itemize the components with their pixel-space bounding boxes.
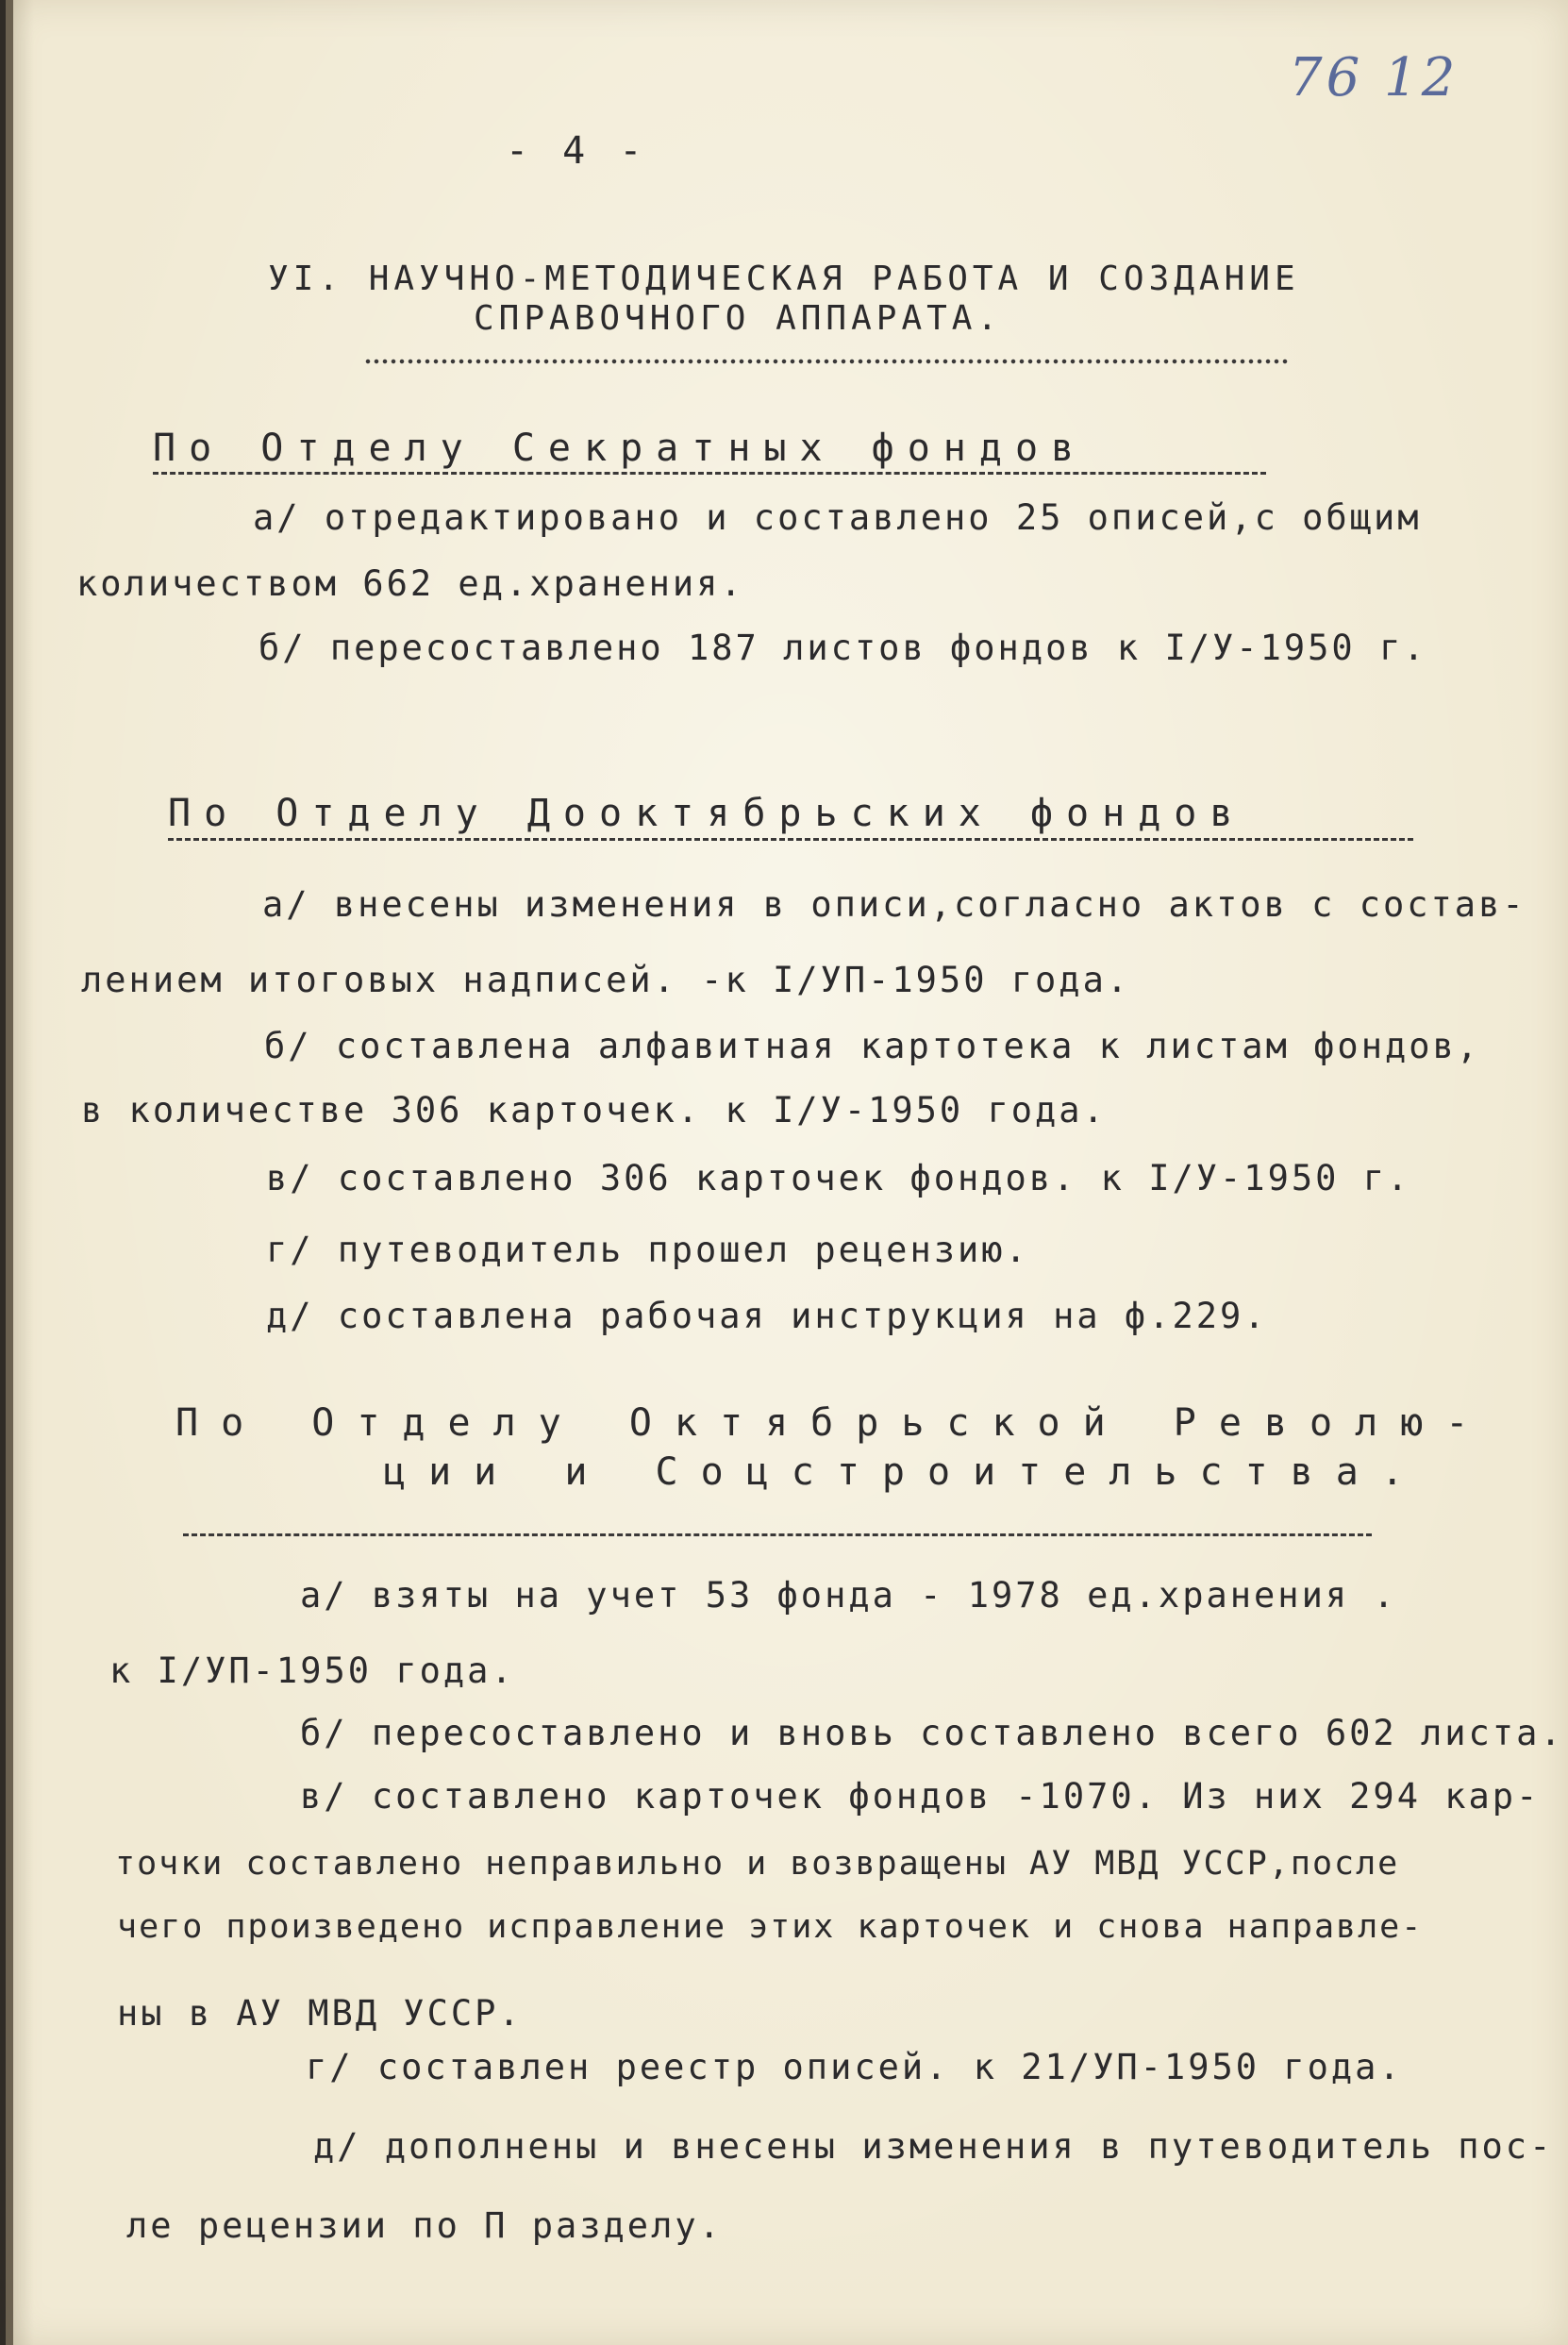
section-title-underline bbox=[183, 1533, 1372, 1536]
section-3-line-g: г/ составлен реестр описей. к 21/УП-1950 года. bbox=[306, 2047, 1403, 2087]
heading-underline bbox=[364, 359, 1289, 364]
section-1-line-a: а/ отредактировано и составлено 25 описей,с общим bbox=[253, 497, 1422, 538]
section-3-line-d-cont: ле рецензии по П разделу. bbox=[126, 2205, 723, 2246]
section-2-line-b: б/ составлена алфавитная картотека к листам фондов, bbox=[264, 1026, 1481, 1066]
section-3-line-a: а/ взяты на учет 53 фонда - 1978 ед.хранения . bbox=[300, 1575, 1397, 1616]
section-title-underline bbox=[168, 838, 1413, 841]
section-2-line-a: а/ внесены изменения в описи,согласно актов с состав- bbox=[262, 884, 1526, 925]
section-3-line-a-cont: к І/УП-1950 года. bbox=[109, 1650, 515, 1691]
section-title-october-revolution-line-2: ции и Соцстроительства. bbox=[383, 1450, 1426, 1494]
section-3-line-v-cont-3: ны в АУ МВД УССР. bbox=[117, 1993, 523, 2034]
section-2-line-d: д/ составлена рабочая инструкция на ф.229. bbox=[266, 1296, 1268, 1336]
section-3-line-v-cont-2: чего произведено исправление этих карточек и снова направле- bbox=[117, 1908, 1424, 1946]
handwritten-page-annotation: 76 12 bbox=[1289, 47, 1460, 109]
section-3-line-v-cont-1: точки составлено неправильно и возвращены АУ МВД УССР,после bbox=[115, 1845, 1400, 1883]
section-2-line-g: г/ путеводитель прошел рецензию. bbox=[266, 1230, 1029, 1270]
section-title-underline bbox=[153, 472, 1266, 475]
section-2-line-b-cont: в количестве 306 карточек. к І/У-1950 года. bbox=[81, 1090, 1107, 1131]
document-page bbox=[6, 0, 1568, 2345]
section-3-line-v: в/ составлено карточек фондов -1070. Из них 294 кар- bbox=[300, 1776, 1541, 1817]
section-3-line-b: б/ пересоставлено и вновь составлено всего 602 листа. bbox=[300, 1713, 1564, 1753]
section-2-line-a-cont: лением итоговых надписей. -к І/УП-1950 года. bbox=[81, 960, 1131, 1000]
page-number: - 4 - bbox=[506, 129, 648, 173]
section-1-line-a-cont: количеством 662 ед.хранения. bbox=[76, 563, 744, 604]
heading-line-2: СПРАВОЧНОГО АППАРАТА. bbox=[474, 299, 1003, 338]
section-3-line-d: д/ дополнены и внесены изменения в путеводитель пос- bbox=[313, 2126, 1554, 2167]
heading-line-1: УІ. НАУЧНО-МЕТОДИЧЕСКАЯ РАБОТА И СОЗДАНИЕ bbox=[268, 260, 1300, 298]
section-1-line-b: б/ пересоставлено 187 листов фондов к І/У-1950 г. bbox=[259, 628, 1427, 668]
section-title-october-revolution-line-1: По Отделу Октябрьской Револю- bbox=[175, 1401, 1492, 1445]
page-binding-edge bbox=[6, 0, 13, 2345]
section-2-line-v: в/ составлено 306 карточек фондов. к І/У-1950 г. bbox=[266, 1158, 1411, 1198]
section-title-secret-funds: По Отделу Секратных фондов bbox=[153, 427, 1088, 470]
section-title-pre-october-funds: По Отделу Дооктябрьских фондов bbox=[168, 792, 1246, 835]
